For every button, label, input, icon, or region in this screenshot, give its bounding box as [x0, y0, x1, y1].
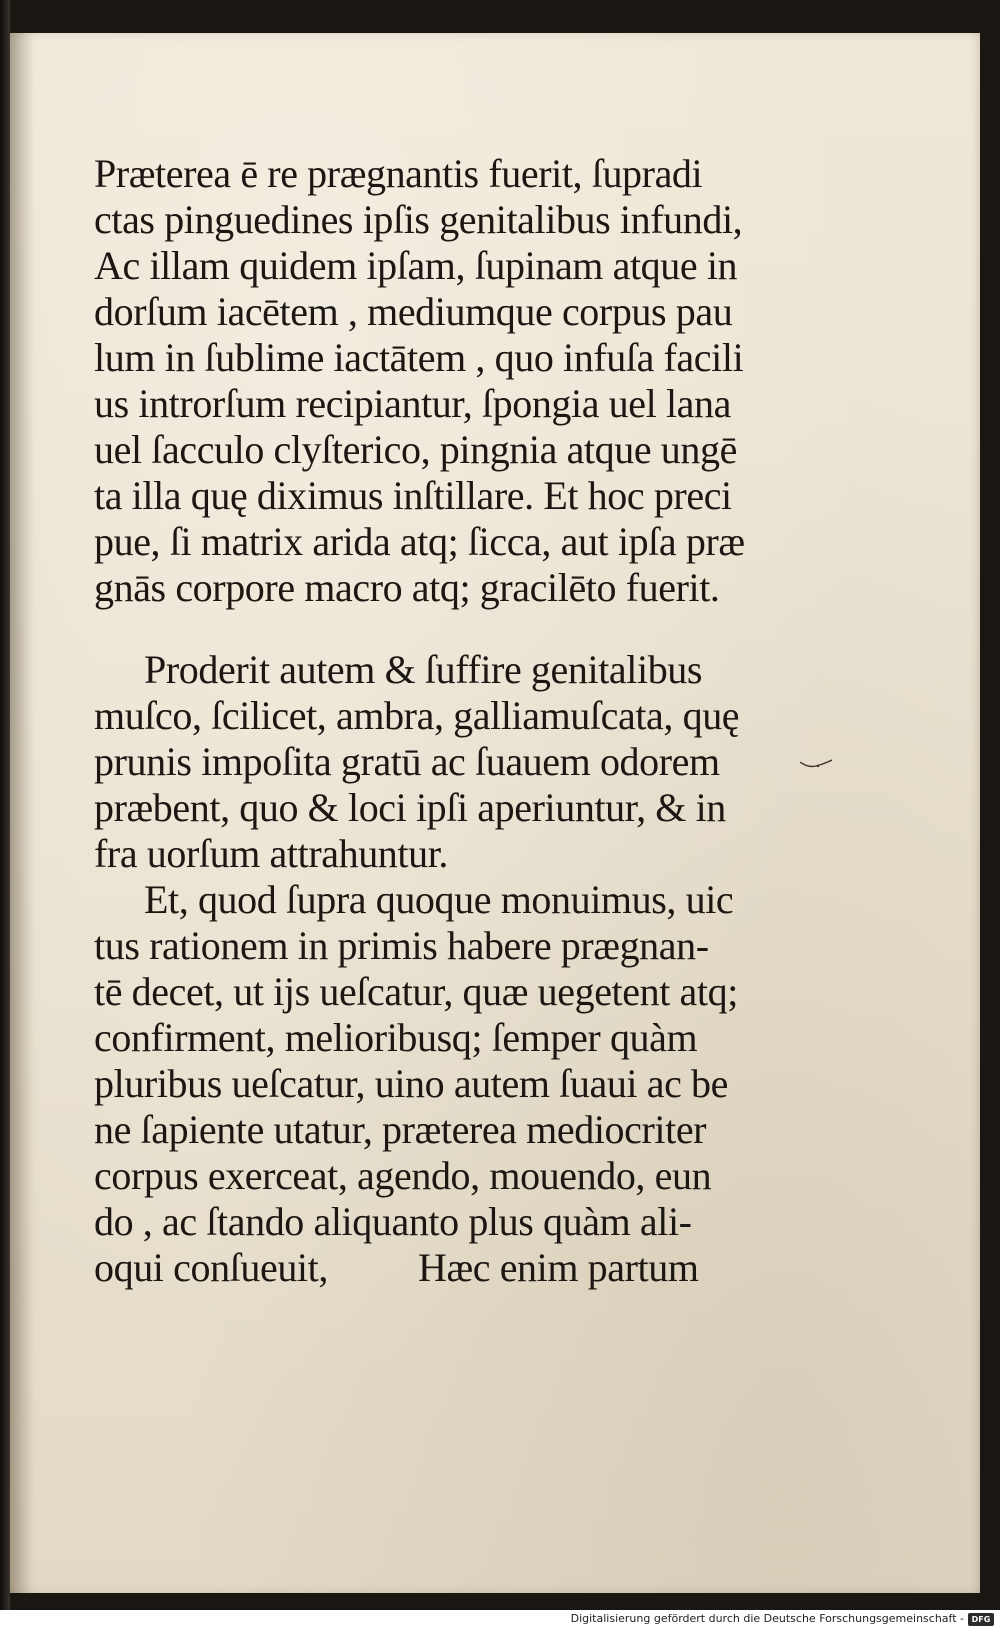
text-line: lum in ſublime iactātem , quo infuſa facili — [94, 335, 744, 380]
text-line: us introrſum recipiantur, ſpongia uel lana — [94, 381, 731, 426]
text-line: ta illa quę diximus inſtillare. Et hoc preci — [94, 473, 732, 518]
text-line: præbent, quo & loci ipſi aperiuntur, & in — [94, 785, 726, 830]
text-line: gnās corpore macro atq; gracilēto fuerit. — [94, 565, 720, 610]
text-line: muſco, ſcilicet, ambra, galliamuſcata, quę — [94, 693, 740, 738]
book-edge — [0, 0, 10, 1610]
text-line: dorſum iacētem , mediumque corpus pau — [94, 289, 733, 334]
text-line: do , ac ſtando aliquanto plus quàm ali- — [94, 1199, 692, 1244]
paragraph-1 — [94, 151, 814, 611]
book-page — [10, 33, 980, 1593]
dfg-logo: DFG — [968, 1613, 994, 1626]
page-gutter-shadow — [10, 33, 34, 1593]
text-line-last — [94, 1245, 814, 1291]
text-line: pluribus ueſcatur, uino autem ſuaui ac be — [94, 1061, 729, 1106]
text-line: tē decet, ut ijs ueſcatur, quæ uegetent atq; — [94, 969, 738, 1014]
text-line: tus rationem in primis habere prægnan- — [94, 923, 709, 968]
text-block — [94, 151, 814, 1291]
text-line: corpus exerceat, agendo, mouendo, eun — [94, 1153, 712, 1198]
text-line: confirment, melioribusq; ſemper quàm — [94, 1015, 698, 1060]
text-fragment: oqui conſueuit, — [94, 1245, 328, 1290]
text-line: pue, ſi matrix arida atq; ſicca, aut ipſa præ — [94, 519, 745, 564]
text-line: Ac illam quidem ipſam, ſupinam atque in — [94, 243, 738, 288]
text-line: Proderit autem & ſuffire genitalibus — [144, 647, 703, 692]
digitization-credit: Digitalisierung gefördert durch die Deutsche Forschungsgemeinschaft - — [570, 1612, 964, 1625]
paragraph-2 — [94, 647, 814, 877]
text-line: prunis impoſita gratū ac ſuauem odorem — [94, 739, 720, 784]
text-line: uel ſacculo clyſterico, pingnia atque ungē — [94, 427, 737, 472]
text-line: Præterea ē re prægnantis fuerit, ſupradi — [94, 151, 703, 196]
text-line: Et, quod ſupra quoque monuimus, uic — [144, 877, 734, 922]
paragraph-3 — [94, 877, 814, 1291]
text-line: fra uorſum attrahuntur. — [94, 831, 449, 876]
text-line: ne ſapiente utatur, præterea mediocriter — [94, 1107, 707, 1152]
text-fragment-trailing: Hæc enim partum — [417, 1245, 699, 1290]
margin-pen-mark — [798, 756, 834, 772]
text-line: ctas pinguedines ipſis genitalibus infundi, — [94, 197, 743, 242]
